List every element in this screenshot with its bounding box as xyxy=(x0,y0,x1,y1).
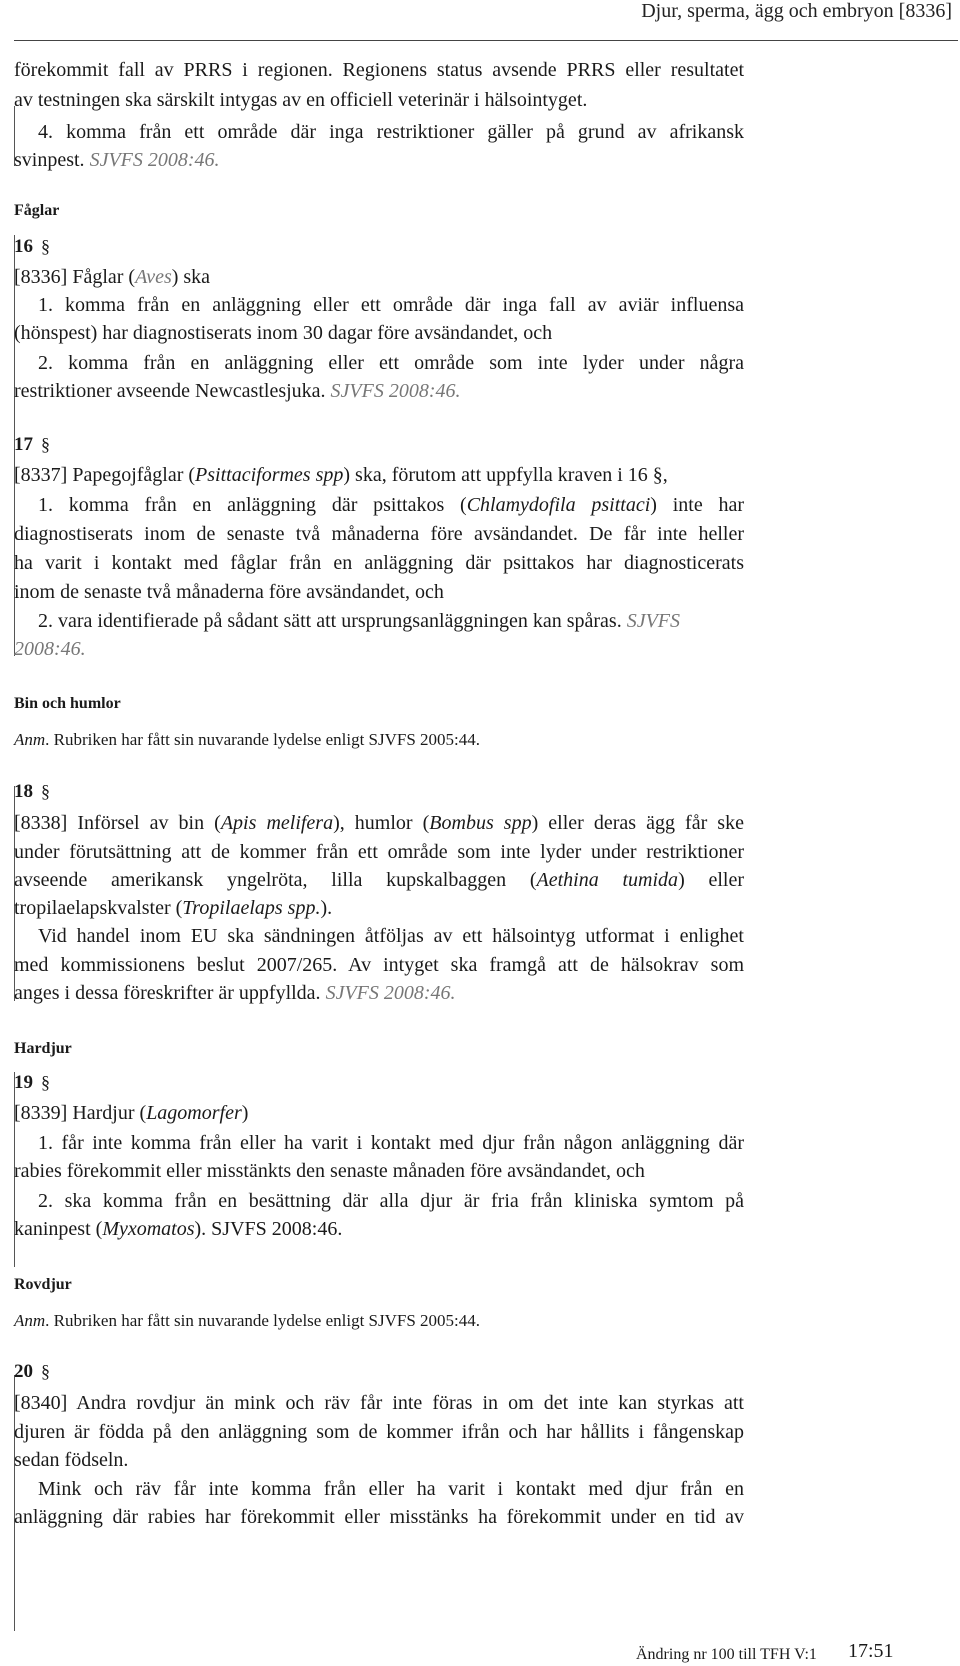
paragraph-number: 18 § xyxy=(14,781,50,802)
section-icon: § xyxy=(41,781,50,801)
paragraph-number: 16 § xyxy=(14,236,50,257)
paragraph-number: 17 § xyxy=(14,434,50,455)
text-line: anges i dessa föreskrifter är uppfyllda. SJVFS 2008:46. xyxy=(14,982,456,1004)
section-heading: Hardjur xyxy=(14,1040,72,1057)
text-line: 2. ska komma från en besättning där alla djur är fria från kliniska symtom på xyxy=(38,1190,744,1212)
edition-note: Ändring nr 100 till TFH V:1 xyxy=(636,1646,817,1663)
text-line: diagnostiserats inom de senaste två månaderna före avsändandet. De får inte heller xyxy=(14,523,744,545)
text-line: [8340] Andra rovdjur än mink och räv får inte föras in om det inte kan styrkas att xyxy=(14,1392,744,1414)
annotation-note: Anm. Rubriken har fått sin nuvarande lydelse enligt SJVFS 2005:44. xyxy=(14,1311,481,1330)
text-line: ha varit i kontakt med fåglar från en anläggning där psittakos har diagnosticerats xyxy=(14,552,744,574)
text-line: djuren är födda på den anläggning som de kommer ifrån och har hållits i fångenskap xyxy=(14,1421,744,1443)
text-line: sedan födseln. xyxy=(14,1449,129,1471)
reference: 2008:46. xyxy=(14,638,86,660)
section-heading: Bin och humlor xyxy=(14,695,121,712)
text-line: tropilaelapskvalster (Tropilaelaps spp.). xyxy=(14,897,333,919)
text-line: [8337] Papegojfåglar (Psittaciformes spp) ska, förutom att uppfylla kraven i 16 §, xyxy=(14,464,668,486)
paragraph-number: 19 § xyxy=(14,1072,50,1093)
text-line: rabies förekommit eller misstänkts den senaste månaden före avsändandet, och xyxy=(14,1160,645,1182)
text-line: 2. komma från en anläggning eller ett område som inte lyder under några xyxy=(38,352,744,374)
text-line: kaninpest (Myxomatos). SJVFS 2008:46. xyxy=(14,1218,343,1240)
section-heading: Fåglar xyxy=(14,202,60,219)
text-line: under förutsättning att de kommer från ett område som inte lyder under restriktioner xyxy=(14,841,744,863)
text-line: inom de senaste två månaderna före avsändandet, och xyxy=(14,581,444,603)
annotation-note: Anm. Rubriken har fått sin nuvarande lydelse enligt SJVFS 2005:44. xyxy=(14,730,481,749)
text-line: anläggning där rabies har förekommit eller misstänks ha förekommit under en tid av xyxy=(14,1506,744,1528)
top-rule xyxy=(14,40,958,41)
running-head: Djur, sperma, ägg och embryon [8336] xyxy=(641,0,952,22)
text-line: 1. komma från en anläggning eller ett område där inga fall av aviär influensa xyxy=(38,294,744,316)
section-heading: Rovdjur xyxy=(14,1276,72,1293)
text-line: [8338] Införsel av bin (Apis melifera), humlor (Bombus spp) eller deras ägg får ske xyxy=(14,812,744,834)
text-line: 2. vara identifierade på sådant sätt att ursprungsanläggningen kan spåras. SJVFS xyxy=(38,610,681,632)
reference: SJVFS 2008:46. xyxy=(89,149,220,171)
text-line: förekommit fall av PRRS i regionen. Regionens status avsende PRRS eller resultatet xyxy=(14,59,744,81)
text-line: [8339] Hardjur (Lagomorfer) xyxy=(14,1102,249,1124)
section-icon: § xyxy=(41,434,50,454)
section-icon: § xyxy=(41,1072,50,1092)
text-line: avseende amerikansk yngelröta, lilla kupskalbaggen (Aethina tumida) eller xyxy=(14,869,745,891)
section-icon: § xyxy=(41,236,50,256)
paragraph-number: 20 § xyxy=(14,1361,50,1382)
page-footer xyxy=(0,1640,960,1666)
text-line: av testningen ska särskilt intygas av en officiell veterinär i hälsointyget. xyxy=(14,89,588,111)
text-line: svinpest. SJVFS 2008:46. xyxy=(14,149,220,171)
section-icon: § xyxy=(41,1361,50,1381)
text-line: 1. får inte komma från eller ha varit i kontakt med djur från någon anläggning där xyxy=(38,1132,744,1154)
text-line: restriktioner avseende Newcastlesjuka. SJVFS 2008:46. xyxy=(14,380,461,402)
section-icon: § xyxy=(652,464,663,486)
text-line: Vid handel inom EU ska sändningen åtföljas av ett hälsointyg utformat i enlighet xyxy=(38,925,744,947)
text-line: med kommissionens beslut 2007/265. Av intyget ska framgå att de hälsokrav som xyxy=(14,954,744,976)
text-line: 4. komma från ett område där inga restriktioner gäller på grund av afrikansk xyxy=(38,121,744,143)
text-line: (hönspest) har diagnostiserats inom 30 dagar före avsändandet, och xyxy=(14,322,553,344)
text-line: Mink och räv får inte komma från eller ha varit i kontakt med djur från en xyxy=(38,1478,744,1500)
page-number: 17:51 xyxy=(848,1640,894,1662)
text-line: 1. komma från en anläggning där psittakos (Chlamydofila psittaci) inte har xyxy=(38,494,745,516)
text-line: [8336] Fåglar (Aves) ska xyxy=(14,266,211,288)
